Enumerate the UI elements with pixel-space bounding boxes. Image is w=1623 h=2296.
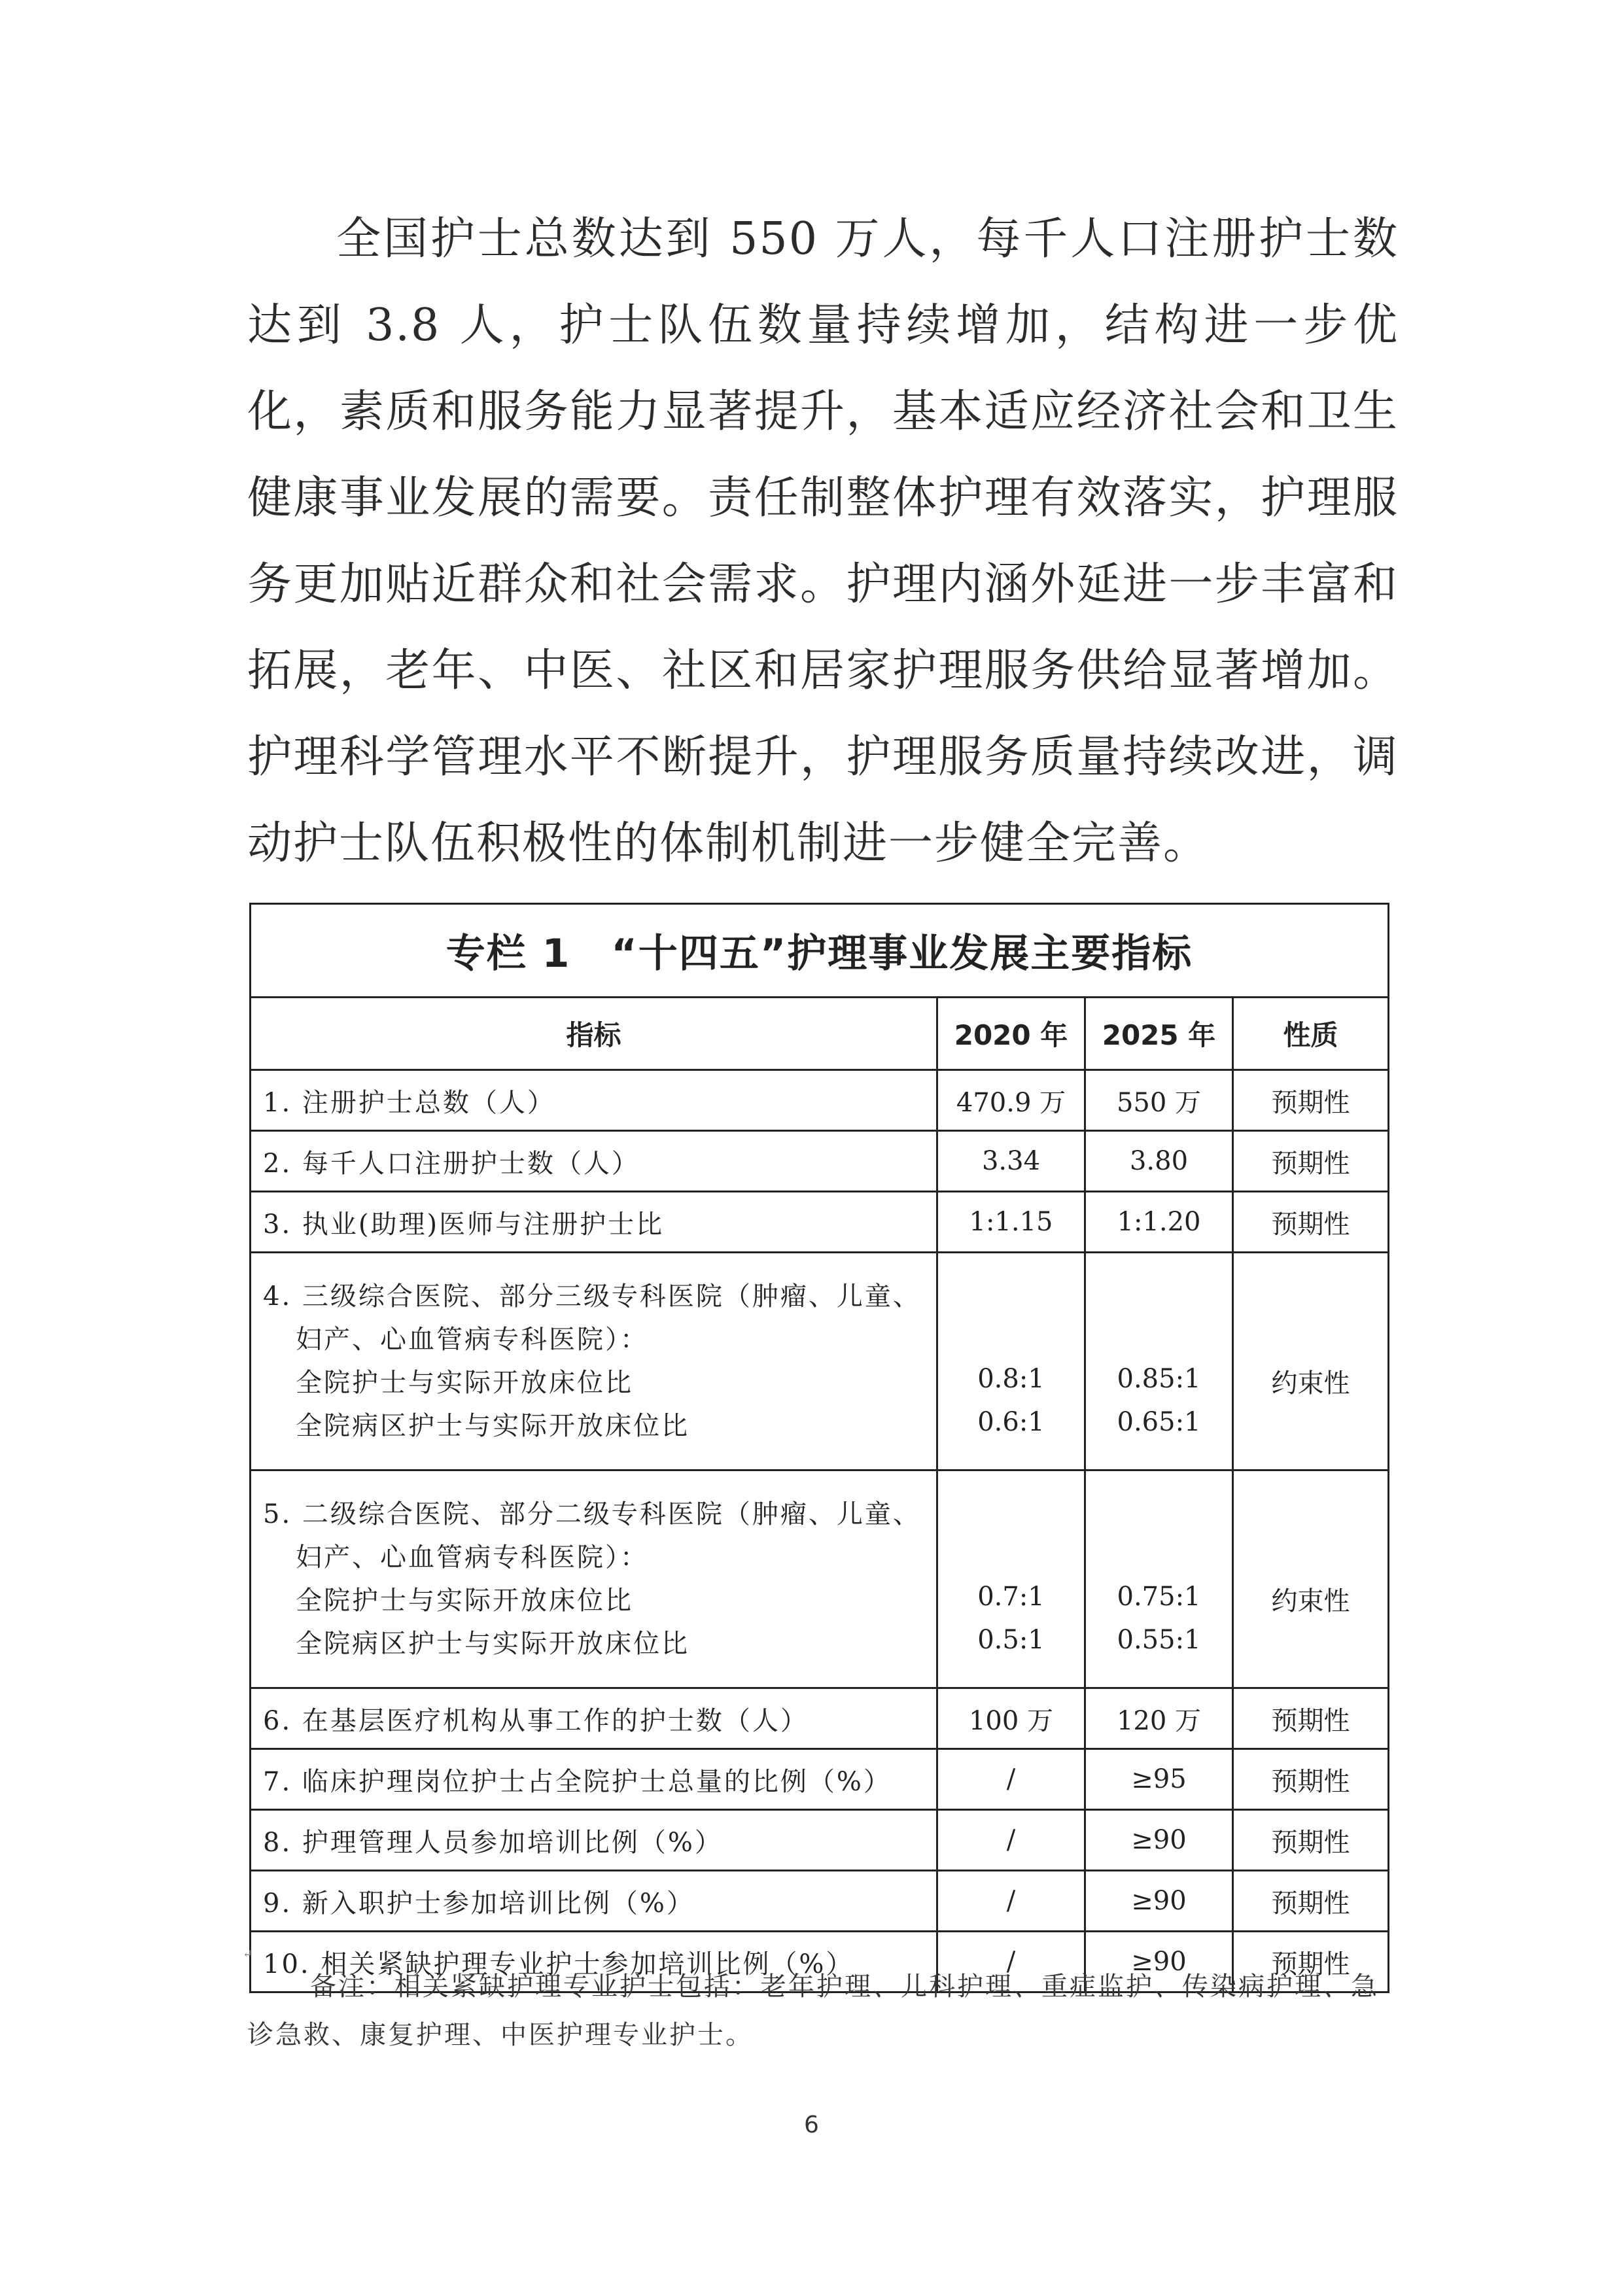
indicator-cell: 9. 新入职护士参加培训比例（%） <box>251 1871 937 1932</box>
table-row <box>251 1871 1389 1932</box>
value-line: 0.65:1 <box>1117 1407 1201 1437</box>
value-2025-cell: 550 万 <box>1085 1070 1233 1131</box>
indicator-cell: 6. 在基层医疗机构从事工作的护士数（人） <box>251 1688 937 1749</box>
indicator-cell: 2. 每千人口注册护士数（人） <box>251 1131 937 1192</box>
table-row <box>251 1749 1389 1810</box>
value-2025-cell: ≥95 <box>1085 1749 1233 1810</box>
value-2020-cell: / <box>937 1871 1085 1932</box>
indicator-cell: 3. 执业(助理)医师与注册护士比 <box>251 1192 937 1253</box>
value-2025-cell <box>1085 1253 1233 1470</box>
indicator-cell: 1. 注册护士总数（人） <box>251 1070 937 1131</box>
header-2025: 2025 年 <box>1085 998 1233 1070</box>
value-2025-cell: ≥90 <box>1085 1871 1233 1932</box>
indicator-line: 4. 三级综合医院、部分三级专科医院（肿瘤、儿童、 <box>263 1281 921 1312</box>
indicator-subline: 全院病区护士与实际开放床位比 <box>296 1411 689 1441</box>
value-line: 0.85:1 <box>1117 1364 1201 1394</box>
indicator-cell <box>251 1253 937 1470</box>
value-line: 0.5:1 <box>977 1625 1045 1655</box>
indicator-line: 5. 二级综合医院、部分二级专科医院（肿瘤、儿童、 <box>263 1499 921 1529</box>
nature-cell: 预期性 <box>1233 1871 1389 1932</box>
indicator-line: 妇产、心血管病专科医院）： <box>296 1325 648 1355</box>
indicator-line: 妇产、心血管病专科医院）： <box>296 1542 648 1573</box>
indicator-subline: 全院护士与实际开放床位比 <box>296 1368 633 1398</box>
value-2025-cell: 120 万 <box>1085 1688 1233 1749</box>
nature-cell: 预期性 <box>1233 1749 1389 1810</box>
value-2025-cell: ≥90 <box>1085 1810 1233 1871</box>
value-2025-cell <box>1085 1470 1233 1688</box>
value-2020-cell <box>937 1253 1085 1470</box>
nature-cell: 预期性 <box>1233 1810 1389 1871</box>
indicator-cell: 7. 临床护理岗位护士占全院护士总量的比例（%） <box>251 1749 937 1810</box>
table-row <box>251 1470 1389 1688</box>
table-note: 备注：相关紧缺护理专业护士包括：老年护理、儿科护理、重症监护、传染病护理、急诊急救、康复护理、中医护理专业护士。 <box>247 1972 1379 2050</box>
indicator-subline: 全院护士与实际开放床位比 <box>296 1586 633 1616</box>
value-2020-cell: 100 万 <box>937 1688 1085 1749</box>
body-paragraph: 全国护士总数达到 550 万人，每千人口注册护士数达到 3.8 人，护士队伍数量持续增加，结构进一步优化，素质和服务能力显著提升，基本适应经济社会和卫生健康事业发展的需要。责任制整体护理有效落实，护理服务更加贴近群众和社会需求。护理内涵外延进一步丰富和拓展，老年、中医、社区和居家护理服务供给显著增加。护理科学管理水平不断提升，护理服务质量持续改进，调动护士队伍积极性的体制机制进一步健全完善。 <box>247 213 1399 869</box>
nature-cell: 预期性 <box>1233 1688 1389 1749</box>
header-indicator: 指标 <box>251 998 937 1070</box>
indicator-subline: 全院病区护士与实际开放床位比 <box>296 1629 689 1659</box>
value-2020-cell: 470.9 万 <box>937 1070 1085 1131</box>
indicator-cell: 10. 相关紧缺护理专业护士参加培训比例（%） <box>251 1932 937 1992</box>
value-2025-cell: 1:1.20 <box>1085 1192 1233 1253</box>
indicator-cell <box>251 1470 937 1688</box>
table-title: 专栏 1 “十四五”护理事业发展主要指标 <box>251 904 1389 998</box>
indicator-cell: 8. 护理管理人员参加培训比例（%） <box>251 1810 937 1871</box>
indicator-table <box>249 903 1389 1993</box>
table-row <box>251 1131 1389 1192</box>
value-2025-cell: ≥90 <box>1085 1932 1233 1992</box>
nature-cell: 预期性 <box>1233 1131 1389 1192</box>
value-2020-cell: 1:1.15 <box>937 1192 1085 1253</box>
value-2020-cell: 3.34 <box>937 1131 1085 1192</box>
value-line: 0.55:1 <box>1117 1625 1201 1655</box>
value-line: 0.8:1 <box>977 1364 1045 1394</box>
nature-cell: 预期性 <box>1233 1932 1389 1992</box>
page-number: 6 <box>804 2112 819 2138</box>
table-row <box>251 1070 1389 1131</box>
nature-cell: 预期性 <box>1233 1070 1389 1131</box>
value-line: 0.6:1 <box>977 1407 1045 1437</box>
value-line: 0.75:1 <box>1117 1582 1201 1612</box>
table-row <box>251 1253 1389 1470</box>
value-2020-cell: / <box>937 1749 1085 1810</box>
value-2025-cell: 3.80 <box>1085 1131 1233 1192</box>
value-2020-cell <box>937 1470 1085 1688</box>
table-row <box>251 1810 1389 1871</box>
value-line: 0.7:1 <box>977 1582 1045 1612</box>
paragraph-mark-icon: ↵ <box>243 1947 253 1961</box>
header-2020: 2020 年 <box>937 998 1085 1070</box>
nature-cell: 约束性 <box>1233 1253 1389 1470</box>
nature-cell: 约束性 <box>1233 1470 1389 1688</box>
value-2020-cell: / <box>937 1932 1085 1992</box>
nature-cell: 预期性 <box>1233 1192 1389 1253</box>
header-nature: 性质 <box>1233 998 1389 1070</box>
table-row <box>251 1688 1389 1749</box>
value-2020-cell: / <box>937 1810 1085 1871</box>
table-row <box>251 1192 1389 1253</box>
